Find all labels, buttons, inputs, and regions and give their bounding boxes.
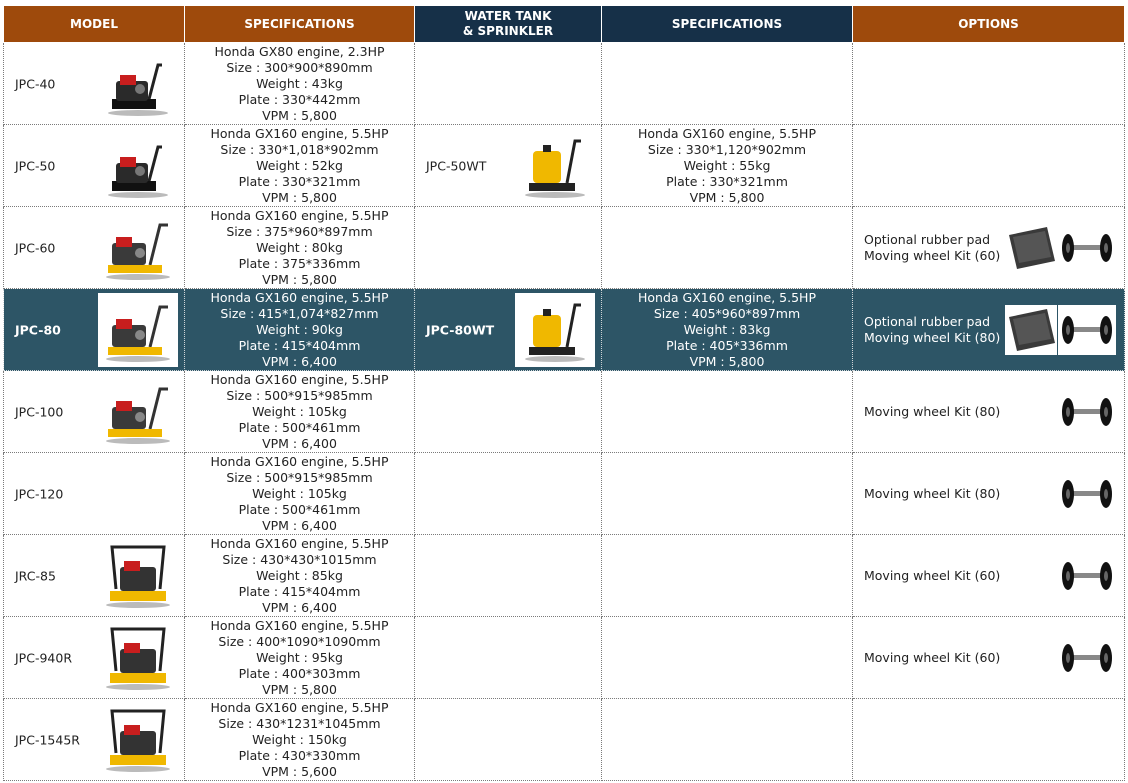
spec-size: Size : 415*1,074*827mm: [220, 305, 379, 321]
water-tank-specs-cell: [602, 371, 853, 453]
spec-plate: Plate : 330*442mm: [238, 91, 361, 107]
table-row: [4, 617, 1125, 699]
model-name: JPC-80: [15, 322, 61, 337]
spec-list: [185, 208, 414, 288]
spec-engine: Honda GX80 engine, 2.3HP: [214, 43, 385, 59]
yellow-plate-compactor-icon: [98, 293, 178, 367]
table-row: [4, 289, 1125, 371]
specs-cell: [185, 535, 415, 617]
options-cell: [853, 699, 1125, 781]
spec-size: Size : 430*430*1015mm: [222, 551, 377, 567]
spec-weight: Weight : 83kg: [683, 321, 771, 337]
header-water-tank-line1: WATER TANK: [464, 9, 552, 23]
table-row: [4, 207, 1125, 289]
wheel-kit-icon: [1058, 551, 1116, 601]
spec-size: Size : 400*1090*1090mm: [218, 633, 381, 649]
option-line-1: Moving wheel Kit (80): [864, 403, 1001, 419]
spec-engine: Honda GX160 engine, 5.5HP: [210, 617, 389, 633]
spec-engine: Honda GX160 engine, 5.5HP: [210, 289, 389, 305]
options-text: [864, 404, 1000, 420]
options-cell: [853, 617, 1125, 699]
spec-plate: Plate : 405*336mm: [666, 337, 788, 353]
spec-size: Size : 500*915*985mm: [226, 469, 373, 485]
spec-vpm: VPM : 6,400: [262, 599, 337, 615]
model-cell: [4, 371, 185, 453]
water-tank-specs-cell: [602, 289, 853, 371]
water-tank-model-cell: [415, 617, 602, 699]
spec-size: Size : 330*1,018*902mm: [220, 141, 379, 157]
table-row: [4, 125, 1125, 207]
spec-engine: Honda GX160 engine, 5.5HP: [210, 699, 389, 715]
options-cell: [853, 125, 1125, 207]
water-tank-specs-cell: [602, 125, 853, 207]
water-tank-specs-cell: [602, 453, 853, 535]
spec-plate: Plate : 400*303mm: [238, 665, 361, 681]
option-line-1: Optional rubber pad: [864, 231, 991, 247]
spec-engine: Honda GX160 engine, 5.5HP: [210, 453, 389, 469]
spec-size: Size : 500*915*985mm: [226, 387, 373, 403]
model-name: JPC-120: [15, 486, 64, 501]
spec-list: [185, 536, 414, 616]
spec-plate: Plate : 330*321mm: [666, 173, 788, 189]
spec-list: [185, 126, 414, 206]
specs-cell: [185, 699, 415, 781]
spec-plate: Plate : 330*321mm: [238, 173, 361, 189]
header-water-tank-line2: & SPRINKLER: [462, 24, 554, 38]
water-tank-model-name: JPC-50WT: [426, 158, 487, 173]
water-tank-model-cell: [415, 699, 602, 781]
options-text: [864, 650, 1000, 666]
table-row: [4, 371, 1125, 453]
option-line-1: Moving wheel Kit (80): [864, 485, 1001, 501]
spec-engine: Honda GX160 engine, 5.5HP: [637, 125, 816, 141]
spec-weight: Weight : 43kg: [256, 75, 343, 91]
spec-plate: Plate : 500*461mm: [238, 419, 361, 435]
spec-list: [602, 126, 852, 206]
spec-engine: Honda GX160 engine, 5.5HP: [637, 289, 816, 305]
options-text: [864, 568, 1000, 584]
wheel-kit-icon: [1058, 469, 1116, 519]
spec-weight: Weight : 95kg: [256, 649, 343, 665]
model-cell: [4, 125, 185, 207]
spec-vpm: VPM : 5,800: [689, 189, 765, 205]
spec-list: [185, 454, 414, 534]
water-tank-specs-cell: [602, 699, 853, 781]
model-name: JPC-40: [15, 76, 56, 91]
option-line-1: Optional rubber pad: [864, 313, 991, 329]
rubber-pad-icon: [1005, 223, 1057, 273]
options-cell: [853, 535, 1125, 617]
model-cell: [4, 699, 185, 781]
option-line-2: Moving wheel Kit (80): [864, 329, 1001, 345]
specs-cell: [185, 453, 415, 535]
spec-engine: Honda GX160 engine, 5.5HP: [210, 535, 389, 551]
model-cell: [4, 617, 185, 699]
header-water-tank: [415, 6, 602, 43]
spec-vpm: VPM : 5,800: [262, 681, 337, 697]
wheel-kit-icon: [1058, 633, 1116, 683]
model-cell: [4, 453, 185, 535]
spec-weight: Weight : 52kg: [256, 157, 343, 173]
spec-list: [185, 618, 414, 698]
header-model: MODEL: [4, 6, 185, 43]
model-cell: [4, 289, 185, 371]
model-name: JRC-85: [15, 568, 56, 583]
water-tank-model-cell: [415, 207, 602, 289]
spec-engine: Honda GX160 engine, 5.5HP: [210, 371, 389, 387]
model-name: JPC-50: [15, 158, 56, 173]
spec-vpm: VPM : 6,400: [262, 517, 337, 533]
options-cell: [853, 207, 1125, 289]
wheel-kit-icon: [1058, 305, 1116, 355]
specs-cell: [185, 371, 415, 453]
spec-weight: Weight : 85kg: [256, 567, 343, 583]
yellow-plate-compactor-icon: [98, 211, 178, 285]
rubber-pad-icon: [1005, 305, 1057, 355]
model-name: JPC-1545R: [15, 732, 80, 747]
spec-vpm: VPM : 6,400: [262, 353, 337, 369]
specs-cell: [185, 125, 415, 207]
specs-cell: [185, 289, 415, 371]
spec-plate: Plate : 500*461mm: [238, 501, 361, 517]
spec-vpm: VPM : 5,800: [262, 271, 337, 287]
spec-vpm: VPM : 6,400: [262, 435, 337, 451]
specs-cell: [185, 617, 415, 699]
water-tank-model-cell: [415, 125, 602, 207]
spec-size: Size : 330*1,120*902mm: [647, 141, 807, 157]
spec-engine: Honda GX160 engine, 5.5HP: [210, 125, 389, 141]
water-tank-compactor-icon: [515, 293, 595, 367]
spec-vpm: VPM : 5,800: [262, 107, 337, 123]
options-cell: [853, 43, 1125, 125]
water-tank-specs-cell: [602, 617, 853, 699]
model-cell: [4, 207, 185, 289]
spec-weight: Weight : 90kg: [256, 321, 343, 337]
specs-cell: [185, 43, 415, 125]
black-plate-compactor-icon: [98, 129, 178, 203]
spec-plate: Plate : 415*404mm: [238, 583, 361, 599]
options-text: [864, 486, 1000, 502]
table-header-row: [4, 6, 1125, 43]
spec-weight: Weight : 105kg: [252, 403, 347, 419]
spec-size: Size : 300*900*890mm: [226, 59, 373, 75]
water-tank-model-cell: [415, 371, 602, 453]
spec-size: Size : 430*1231*1045mm: [218, 715, 381, 731]
water-tank-specs-cell: [602, 207, 853, 289]
model-name: JPC-60: [15, 240, 56, 255]
spec-plate: Plate : 375*336mm: [238, 255, 361, 271]
water-tank-model-cell: [415, 453, 602, 535]
model-name: JPC-100: [15, 404, 64, 419]
spec-plate: Plate : 415*404mm: [238, 337, 361, 353]
option-line-1: Moving wheel Kit (60): [864, 567, 1001, 583]
water-tank-model-name: JPC-80WT: [426, 322, 495, 337]
model-cell: [4, 535, 185, 617]
header-specifications-2: SPECIFICATIONS: [602, 6, 853, 43]
reversible-compactor-icon: [98, 539, 178, 613]
spec-vpm: VPM : 5,800: [262, 189, 337, 205]
option-line-2: Moving wheel Kit (60): [864, 247, 1001, 263]
water-tank-model-cell: [415, 289, 602, 371]
water-tank-model-cell: [415, 535, 602, 617]
table-row: [4, 43, 1125, 125]
specs-cell: [185, 207, 415, 289]
spec-weight: Weight : 150kg: [252, 731, 347, 747]
spec-vpm: VPM : 5,800: [689, 353, 765, 369]
spec-list: [185, 44, 414, 124]
model-name: JPC-940R: [15, 650, 73, 665]
options-cell: [853, 289, 1125, 371]
options-cell: [853, 453, 1125, 535]
spec-engine: Honda GX160 engine, 5.5HP: [210, 207, 389, 223]
spec-weight: Weight : 55kg: [683, 157, 771, 173]
spec-list: [602, 290, 852, 370]
spec-size: Size : 405*960*897mm: [653, 305, 801, 321]
spec-list: [185, 372, 414, 452]
water-tank-specs-cell: [602, 43, 853, 125]
options-text: [864, 232, 1000, 264]
table-row: [4, 453, 1125, 535]
reversible-compactor-icon: [98, 621, 178, 695]
spec-list: [185, 700, 414, 780]
spec-size: Size : 375*960*897mm: [226, 223, 373, 239]
reversible-compactor-icon: [98, 703, 178, 777]
table-row: [4, 699, 1125, 781]
model-cell: [4, 43, 185, 125]
yellow-plate-compactor-icon: [98, 375, 178, 449]
spec-weight: Weight : 105kg: [252, 485, 347, 501]
spec-plate: Plate : 430*330mm: [238, 747, 361, 763]
black-plate-compactor-icon: [98, 47, 178, 121]
header-options: OPTIONS: [853, 6, 1125, 43]
header-specifications: SPECIFICATIONS: [185, 6, 415, 43]
water-tank-model-cell: [415, 43, 602, 125]
water-tank-specs-cell: [602, 535, 853, 617]
wheel-kit-icon: [1058, 223, 1116, 273]
wheel-kit-icon: [1058, 387, 1116, 437]
product-spec-table: [3, 5, 1125, 781]
water-tank-compactor-icon: [515, 129, 595, 203]
options-text: [864, 314, 1000, 346]
table-row: [4, 535, 1125, 617]
option-line-1: Moving wheel Kit (60): [864, 649, 1001, 665]
spec-weight: Weight : 80kg: [256, 239, 343, 255]
options-cell: [853, 371, 1125, 453]
spec-vpm: VPM : 5,600: [262, 763, 337, 779]
spec-list: [185, 290, 414, 370]
